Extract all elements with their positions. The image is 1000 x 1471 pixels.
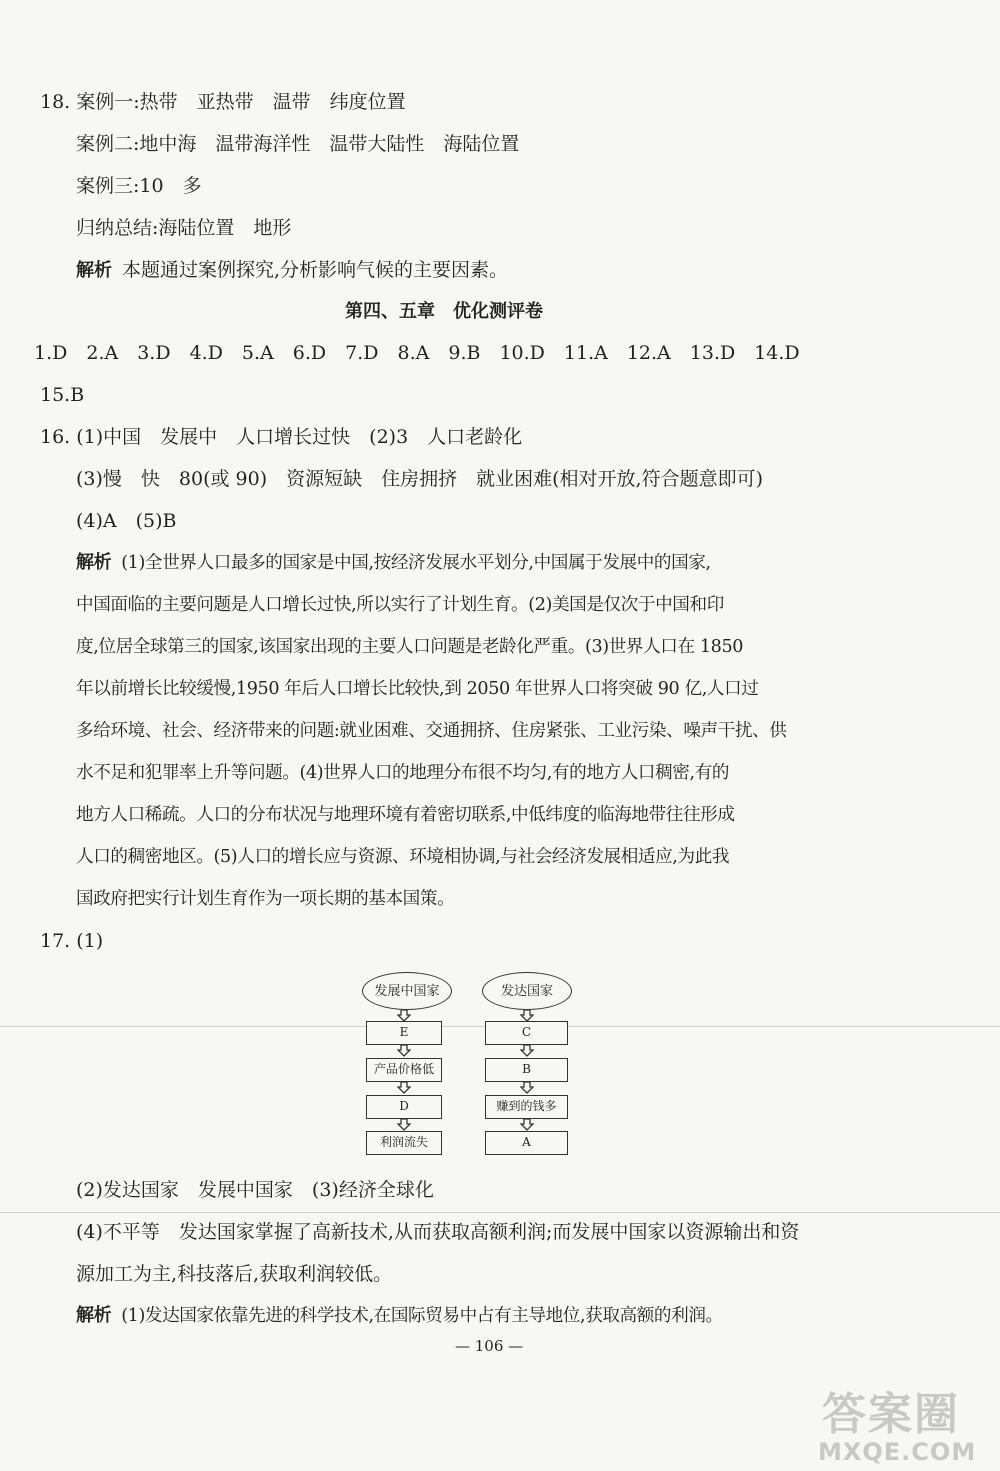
flowchart-box-b: B (485, 1058, 568, 1082)
down-arrow-icon (397, 1119, 411, 1131)
section-title: 第四、五章 优化测评卷 (345, 301, 543, 322)
q17-line4: 源加工为主,科技落后,获取利润较低。 (76, 1263, 393, 1285)
flowchart-box-d: D (366, 1095, 442, 1119)
down-arrow-icon (397, 1045, 411, 1057)
q16-analysis-line5: 多给环境、社会、经济带来的问题:就业困难、交通拥挤、住房紧张、工业污染、噪声干扰、供 (76, 721, 787, 741)
watermark-text-bottom: MXQE.COM (818, 1438, 977, 1466)
down-arrow-icon (520, 1010, 534, 1022)
down-arrow-icon (520, 1119, 534, 1131)
flowchart-box-a: A (485, 1131, 568, 1155)
q17-line1: 17. (1) (40, 930, 104, 952)
down-arrow-icon (520, 1082, 534, 1094)
q18-analysis (76, 257, 508, 284)
q17-analysis-text: (1)发达国家依靠先进的科学技术,在国际贸易中占有主导地位,获取高额的利润。 (121, 1306, 723, 1326)
down-arrow-icon (520, 1045, 534, 1057)
down-arrow-icon (397, 1010, 411, 1022)
down-arrow-icon (397, 1082, 411, 1094)
q17-analysis (76, 1303, 723, 1329)
flowchart-box-c: C (485, 1021, 568, 1045)
q16-analysis-line4: 年以前增长比较缓慢,1950 年后人口增长比较快,到 2050 年世界人口将突破 90 亿,人口过 (76, 679, 759, 699)
q18-line2: 案例二:地中海 温带海洋性 温带大陆性 海陆位置 (76, 133, 520, 155)
analysis-label: 解析 (76, 260, 112, 281)
q16-analysis-line7: 地方人口稀疏。人口的分布状况与地理环境有着密切联系,中低纬度的临海地带往往形成 (76, 805, 735, 825)
flowchart-box-e: E (366, 1021, 442, 1045)
q18-analysis-text: 本题通过案例探究,分析影响气候的主要因素。 (122, 259, 509, 281)
q16-analysis-line6: 水不足和犯罪率上升等问题。(4)世界人口的地理分布很不均匀,有的地方人口稠密,有的 (76, 763, 730, 783)
flowchart-box-profit-loss: 利润流失 (366, 1131, 442, 1155)
flowchart-oval-developing: 发展中国家 (362, 972, 452, 1010)
mc-answers-line2: 15.B (40, 384, 85, 406)
q17-line3: (4)不平等 发达国家掌握了高新技术,从而获取高额利润;而发展中国家以资源输出和资 (76, 1221, 800, 1243)
q16-analysis-line1: 解析 (1)全世界人口最多的国家是中国,按经济发展水平划分,中国属于发展中的国家, (76, 552, 711, 573)
watermark-text-top: 答案圈 (822, 1389, 960, 1440)
q16-line2: (3)慢 快 80(或 90) 资源短缺 住房拥挤 就业困难(相对开放,符合题意即可) (76, 468, 763, 490)
q16-analysis-line8: 人口的稠密地区。(5)人口的增长应与资源、环境相协调,与社会经济发展相适应,为此我 (76, 847, 730, 867)
flowchart-oval-developed: 发达国家 (482, 972, 572, 1010)
q16-analysis-line2: 中国面临的主要问题是人口增长过快,所以实行了计划生育。(2)美国是仅次于中国和印 (76, 595, 724, 615)
flowchart-box-earn-more: 赚到的钱多 (485, 1095, 568, 1119)
q16-analysis-line3: 度,位居全球第三的国家,该国家出现的主要人口问题是老龄化严重。(3)世界人口在 1850 (76, 637, 744, 657)
analysis-label: 解析 (76, 552, 112, 573)
q18-line1: 18. 案例一:热带 亚热带 温带 纬度位置 (40, 91, 406, 113)
q18-line3: 案例三:10 多 (76, 175, 202, 197)
analysis-label: 解析 (76, 1305, 112, 1326)
page-number: — 106 — (455, 1337, 524, 1355)
q17-line2: (2)发达国家 发展中国家 (3)经济全球化 (76, 1179, 434, 1201)
page-fold-line (0, 1212, 1000, 1213)
flowchart-box-low-price: 产品价格低 (366, 1058, 442, 1082)
q16-line1: 16. (1)中国 发展中 人口增长过快 (2)3 人口老龄化 (40, 426, 523, 448)
mc-answers-line1: 1.D 2.A 3.D 4.D 5.A 6.D 7.D 8.A 9.B 10.D 11.A 12.A 13.D 14.D (34, 342, 800, 364)
q18-line4: 归纳总结:海陆位置 地形 (76, 217, 292, 239)
q16-line3: (4)A (5)B (76, 510, 177, 532)
q16-analysis-line9: 国政府把实行计划生育作为一项长期的基本国策。 (76, 889, 455, 909)
